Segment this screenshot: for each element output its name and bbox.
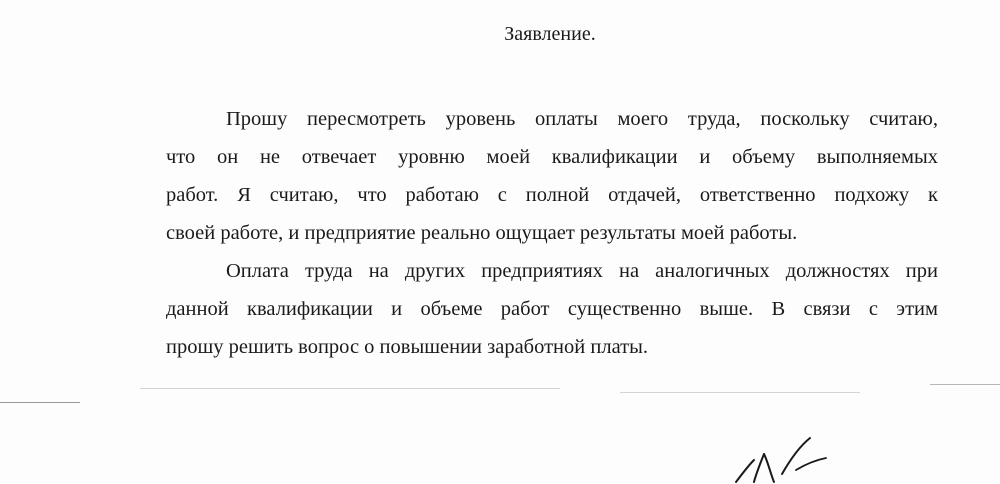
document-title: Заявление. [504, 23, 596, 45]
scan-artifact [0, 402, 80, 403]
scan-artifact [140, 388, 560, 389]
text-line: данной квалификации и объеме работ существенно выше. В связи с этим [166, 298, 938, 320]
text-line: прошу решить вопрос о повышении заработной платы. [166, 336, 648, 358]
text-line: Прошу пересмотреть уровень оплаты моего труда, поскольку считаю, [226, 108, 938, 130]
scan-artifact [930, 384, 1000, 385]
text-line: Оплата труда на других предприятиях на аналогичных должностях при [226, 260, 938, 282]
handwritten-signature-icon [730, 430, 840, 484]
text-line: что он не отвечает уровню моей квалификации и объему выполняемых [166, 146, 938, 168]
text-line: работ. Я считаю, что работаю с полной отдачей, ответственно подхожу к [166, 184, 938, 206]
document-body [166, 100, 938, 366]
paragraph-1 [166, 100, 938, 252]
scan-artifact [620, 392, 860, 393]
text-line: своей работе, и предприятие реально ощущает результаты моей работы. [166, 222, 798, 244]
paragraph-2 [166, 252, 938, 366]
